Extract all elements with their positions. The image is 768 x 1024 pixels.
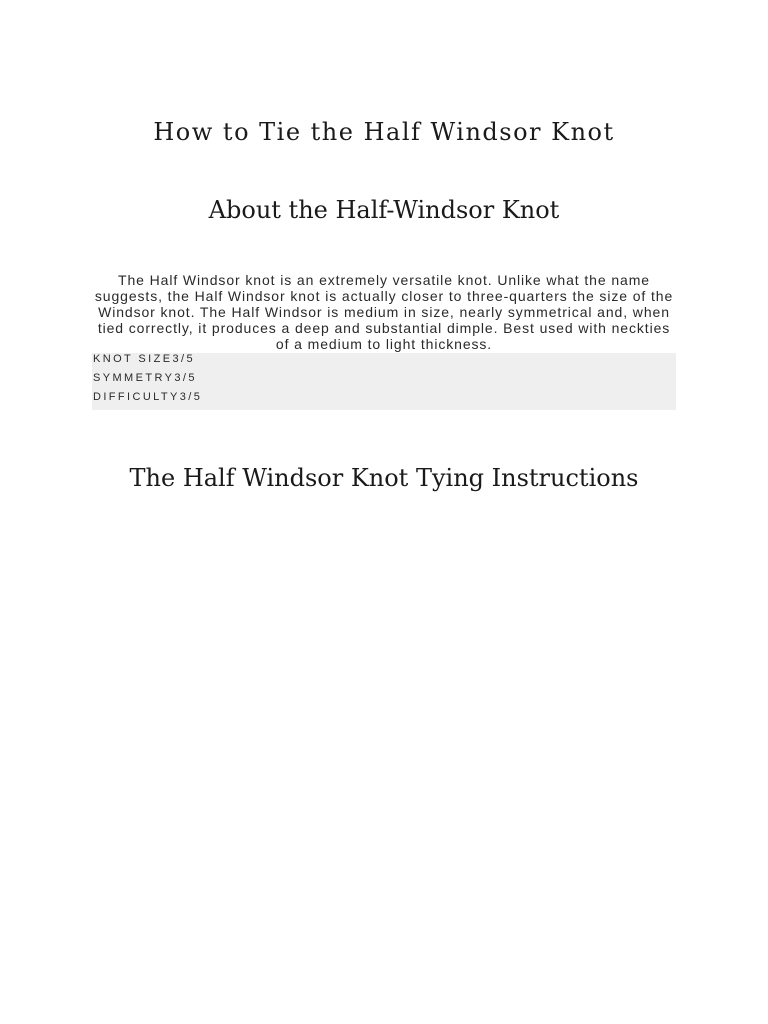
knot-stats-table (92, 353, 676, 410)
stat-label: KNOT SIZE (93, 353, 173, 365)
about-heading: About the Half-Windsor Knot (208, 196, 560, 224)
stat-row-symmetry (92, 372, 676, 391)
knot-description: The Half Windsor knot is an extremely versatile knot. Unlike what the name suggests, the Half Windsor knot is actually closer to three-quarters the size of the Windsor knot. The Half Windsor is medium in size, nearly symmetrical and, when tied correctly, it produces a deep and substantial dimple. Best used with neckties of a medium to light thickness. (94, 272, 674, 352)
stat-label: SYMMETRY (93, 372, 175, 384)
page-title: How to Tie the Half Windsor Knot (153, 118, 615, 146)
stat-label: DIFFICULTY (93, 391, 180, 403)
stat-row-difficulty (92, 391, 676, 410)
stat-value: 3/5 (172, 353, 195, 365)
stat-value: 3/5 (174, 372, 197, 384)
stat-row-knot-size (92, 353, 676, 372)
instructions-heading: The Half Windsor Knot Tying Instructions (129, 464, 639, 492)
stat-value: 3/5 (179, 391, 203, 403)
